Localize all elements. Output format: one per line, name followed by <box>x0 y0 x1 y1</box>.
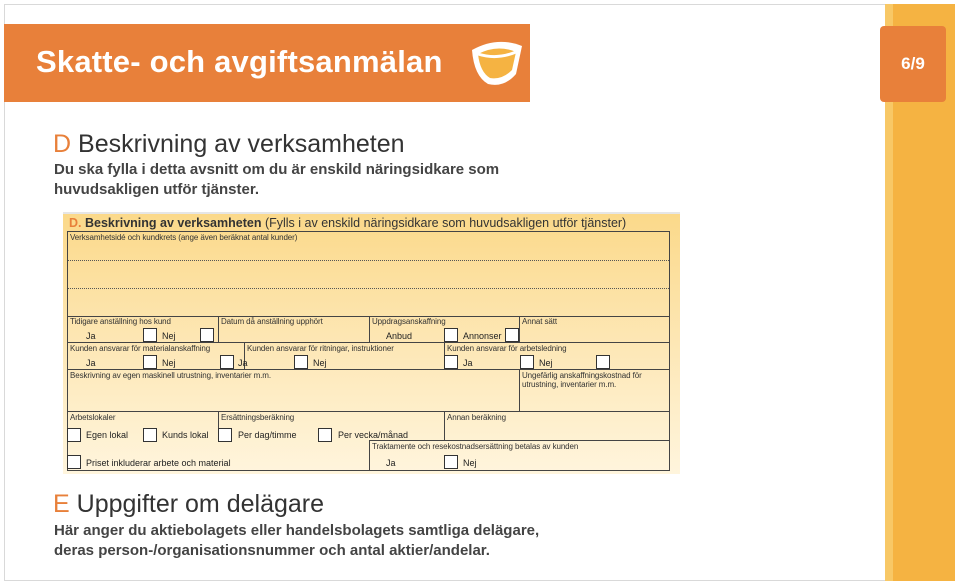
arbetsledning-ja-checkbox[interactable] <box>520 355 534 369</box>
kostnad-label-line2: utrustning, inventarier m.m. <box>522 380 617 389</box>
kunds-lokal-label: Kunds lokal <box>162 430 209 440</box>
ersattning-label: Ersättningsberäkning <box>221 413 295 422</box>
form-d-heading-note: (Fylls i av enskild näringsidkare som huvudsakligen utför tjänster) <box>264 216 627 230</box>
verksamhet-field[interactable] <box>67 231 670 317</box>
egen-lokal-checkbox[interactable] <box>67 428 81 442</box>
divider <box>519 369 520 412</box>
section-e-subtitle-line2: deras person-/organisationsnummer och antal aktier/andelar. <box>54 542 490 559</box>
divider <box>444 411 445 441</box>
arbetsledning-nej-checkbox[interactable] <box>596 355 610 369</box>
datum-label: Datum då anställning upphört <box>221 317 323 326</box>
uppdrag-label: Uppdragsanskaffning <box>372 317 446 326</box>
section-d-subtitle <box>54 160 499 200</box>
page-indicator: 6/9 <box>880 26 946 102</box>
tidigare-label: Tidigare anställning hos kund <box>70 317 171 326</box>
priset-label: Priset inkluderar arbete och material <box>86 458 231 468</box>
ritningar-ja-label: Ja <box>238 358 248 368</box>
divider <box>369 440 370 471</box>
utrustning-label: Beskrivning av egen maskinell utrustning, inventarier m.m. <box>70 371 271 380</box>
annat-label: Annat sätt <box>522 317 558 326</box>
section-e-letter: E <box>53 490 70 518</box>
annonser-checkbox[interactable] <box>505 328 519 342</box>
section-e-title <box>53 490 324 519</box>
ritningar-label: Kunden ansvarar för ritningar, instruktioner <box>247 344 394 353</box>
annan-label: Annan beräkning <box>447 413 506 422</box>
material-nej-checkbox[interactable] <box>220 355 234 369</box>
section-e-title-text: Uppgifter om delägare <box>76 490 325 518</box>
traktamente-nej-label: Nej <box>463 458 477 468</box>
material-nej-label: Nej <box>162 358 176 368</box>
material-ja-label: Ja <box>86 358 96 368</box>
page-title: Skatte- och avgiftsanmälan <box>36 44 443 79</box>
divider <box>369 316 370 343</box>
ritningar-nej-checkbox[interactable] <box>444 355 458 369</box>
verksamhet-line-2 <box>68 288 669 289</box>
section-d-letter: D <box>53 130 72 158</box>
form-d-heading <box>69 216 626 230</box>
header-banner <box>4 24 530 102</box>
form-d-heading-title: Beskrivning av verksamheten <box>84 216 262 230</box>
anbud-label: Anbud <box>386 331 413 341</box>
material-ja-checkbox[interactable] <box>143 355 157 369</box>
form-d-letter: D. <box>69 216 82 230</box>
traktamente-label: Traktamente och resekostnadsersättning betalas av kunden <box>372 442 579 451</box>
section-d-subtitle-line1: Du ska fylla i detta avsnitt om du är enskild näringsidkare som <box>54 161 500 178</box>
priset-checkbox[interactable] <box>67 455 81 469</box>
verksamhet-label: Verksamhetsidé och kundkrets (ange även beräknat antal kunder) <box>70 233 298 242</box>
tidigare-nej-label: Nej <box>162 331 176 341</box>
tidigare-nej-checkbox[interactable] <box>200 328 214 342</box>
section-d-title-text: Beskrivning av verksamheten <box>78 130 405 158</box>
section-d-title <box>53 130 405 159</box>
logo-icon <box>464 30 530 96</box>
traktamente-ja-label: Ja <box>386 458 396 468</box>
traktamente-ja-checkbox[interactable] <box>444 455 458 469</box>
divider <box>218 316 219 343</box>
kunds-lokal-checkbox[interactable] <box>143 428 157 442</box>
section-d-subtitle-line2: huvudsakligen utför tjänster. <box>54 181 260 198</box>
verksamhet-line-1 <box>68 260 669 261</box>
arbetsledning-nej-label: Nej <box>539 358 553 368</box>
tidigare-ja-checkbox[interactable] <box>143 328 157 342</box>
per-dag-checkbox[interactable] <box>218 428 232 442</box>
divider <box>369 440 670 441</box>
section-e-subtitle <box>54 521 539 561</box>
ritningar-nej-label: Nej <box>313 358 327 368</box>
arbetsledning-ja-label: Ja <box>463 358 473 368</box>
per-dag-label: Per dag/timme <box>238 430 297 440</box>
ritningar-ja-checkbox[interactable] <box>294 355 308 369</box>
divider <box>519 316 520 343</box>
per-vecka-label: Per vecka/månad <box>338 430 409 440</box>
arbetsledning-label: Kunden ansvarar för arbetsledning <box>447 344 567 353</box>
annonser-label: Annonser <box>463 331 502 341</box>
anbud-checkbox[interactable] <box>444 328 458 342</box>
tidigare-ja-label: Ja <box>86 331 96 341</box>
material-label: Kunden ansvarar för materialanskaffning <box>70 344 211 353</box>
arbetslokaler-label: Arbetslokaler <box>70 413 116 422</box>
per-vecka-checkbox[interactable] <box>318 428 332 442</box>
egen-lokal-label: Egen lokal <box>86 430 129 440</box>
kostnad-label-line1: Ungefärlig anskaffningskostnad för <box>522 371 642 380</box>
section-e-subtitle-line1: Här anger du aktiebolagets eller handelsbolagets samtliga delägare, <box>54 522 540 539</box>
